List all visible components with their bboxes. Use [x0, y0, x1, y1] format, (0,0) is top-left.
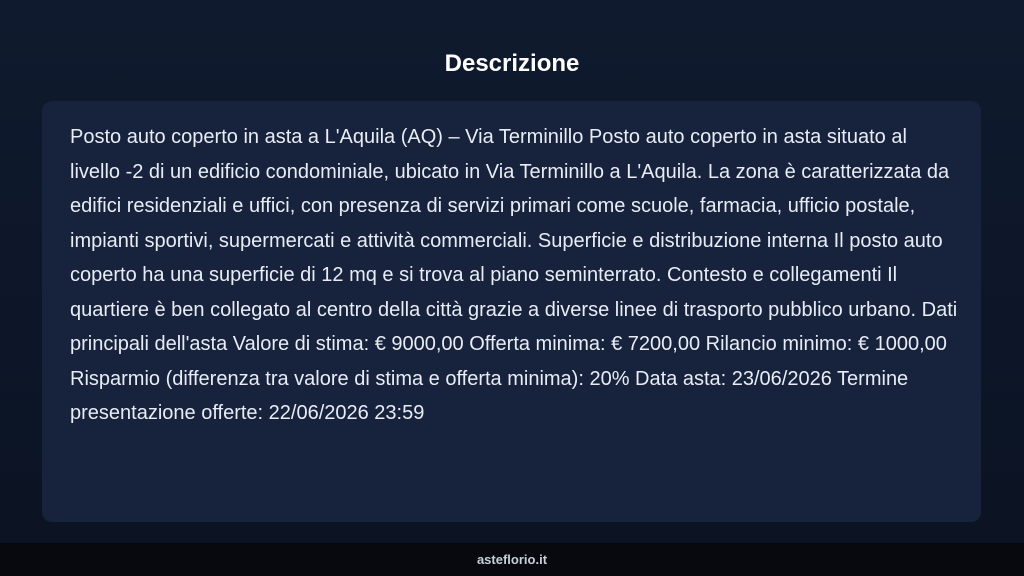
page-title: Descrizione [444, 50, 580, 77]
description-card [42, 101, 981, 522]
footer-site-label: asteflorio.it [0, 543, 1024, 576]
description-text: Posto auto coperto in asta a L'Aquila (AQ) – Via Terminillo Posto auto coperto in asta situato al livello -2 di un edificio condominiale, ubicato in Via Terminillo a L'Aquila. La zona è caratterizzata da edifici residenziali e uffici, con presenza di servizi primari come scuole, farmacia, ufficio postale, impianti sportivi, supermercati e attività commerciali. Superficie e distribuzione interna Il posto auto coperto ha una superficie di 12 mq e si trova al piano seminterrato. Contesto e collegamenti Il quartiere è ben collegato al centro della città grazie a diverse linee di trasporto pubblico urbano. Dati principali dell'asta Valore di stima: € 9000,00 Offerta minima: € 7200,00 Rilancio minimo: € 1000,00 Risparmio (differenza tra valore di stima e offerta minima): 20% Data asta: 23/06/2026 Termine presentazione offerte: 22/06/2026 23:59 [70, 126, 958, 424]
